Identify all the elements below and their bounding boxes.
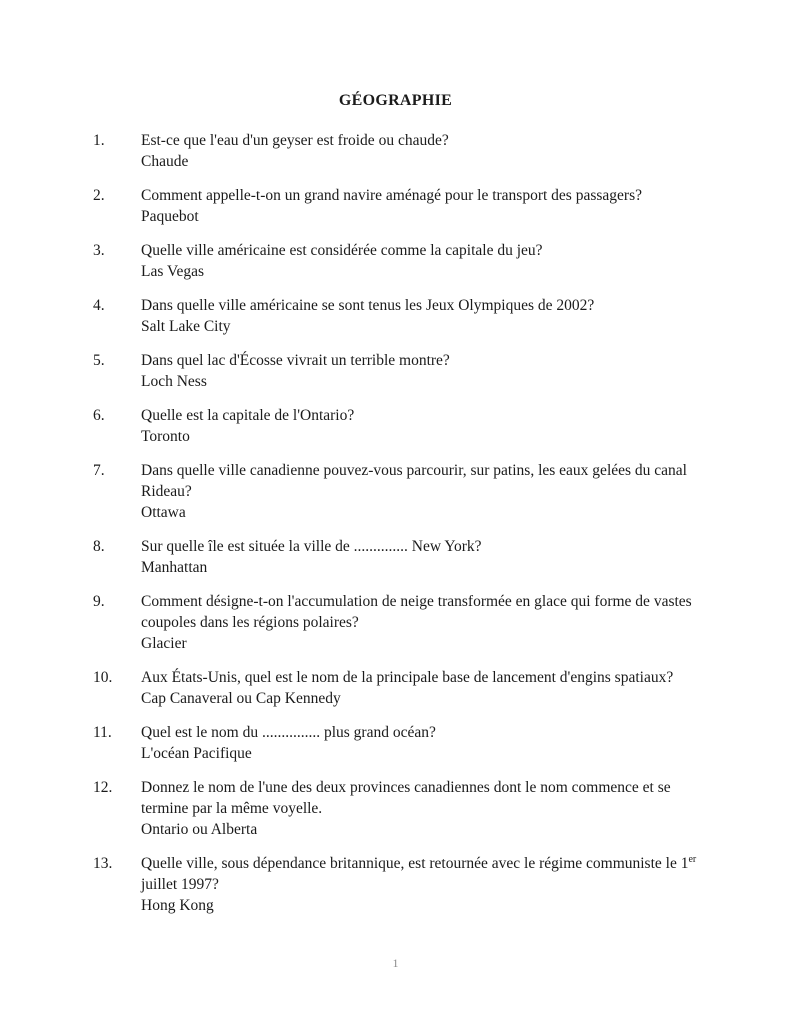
question-body (141, 722, 733, 764)
question-number: 9. (93, 593, 105, 610)
question-body (141, 853, 733, 916)
answer-line: Cap Canaveral ou Cap Kennedy (141, 690, 341, 707)
question-line: Quel est le nom du ............... plus grand océan? (141, 724, 436, 741)
question-body (141, 460, 733, 523)
question-line: juillet 1997? (141, 876, 219, 893)
question-line: coupoles dans les régions polaires? (141, 614, 359, 631)
question-body (141, 295, 733, 337)
question-item (93, 295, 733, 337)
question-item (93, 722, 733, 764)
question-item (93, 460, 733, 523)
question-line: Quelle est la capitale de l'Ontario? (141, 407, 355, 424)
answer-line: Hong Kong (141, 897, 214, 914)
question-number: 3. (93, 242, 105, 259)
question-line: termine par la même voyelle. (141, 800, 323, 817)
question-number: 6. (93, 407, 105, 424)
answer-line: Ontario ou Alberta (141, 821, 258, 838)
question-number: 5. (93, 352, 105, 369)
question-item (93, 667, 733, 709)
question-item (93, 536, 733, 578)
question-body (141, 185, 733, 227)
question-body (141, 240, 733, 282)
question-number: 10. (93, 669, 113, 686)
ordinal-superscript: er (688, 853, 697, 865)
question-line: Sur quelle île est située la ville de .............. New York? (141, 538, 482, 555)
question-item (93, 405, 733, 447)
question-number: 4. (93, 297, 105, 314)
question-body (141, 667, 733, 709)
answer-line: Chaude (141, 153, 189, 170)
question-line: Donnez le nom de l'une des deux provinces canadiennes dont le nom commence et se (141, 779, 671, 796)
question-body (141, 591, 733, 654)
question-number: 11. (93, 724, 112, 741)
question-body (141, 130, 733, 172)
answer-line: L'océan Pacifique (141, 745, 252, 762)
question-item (93, 130, 733, 172)
answer-line: Toronto (141, 428, 190, 445)
question-body (141, 536, 733, 578)
answer-line: Ottawa (141, 504, 186, 521)
question-line: Quelle ville américaine est considérée comme la capitale du jeu? (141, 242, 543, 259)
question-number: 13. (93, 855, 113, 872)
question-line: Comment désigne-t-on l'accumulation de neige transformée en glace qui forme de vastes (141, 593, 692, 610)
question-item (93, 591, 733, 654)
question-line: Comment appelle-t-on un grand navire aménagé pour le transport des passagers? (141, 187, 642, 204)
question-line: Aux États-Unis, quel est le nom de la principale base de lancement d'engins spatiaux? (141, 669, 674, 686)
question-body (141, 350, 733, 392)
question-body (141, 405, 733, 447)
question-number: 8. (93, 538, 105, 555)
question-line: Rideau? (141, 483, 192, 500)
questions-list (93, 130, 733, 929)
question-body (141, 777, 733, 840)
question-item (93, 185, 733, 227)
page-title: GÉOGRAPHIE (338, 92, 453, 109)
question-line: Quelle ville, sous dépendance britannique, est retournée avec le régime communiste le 1er (141, 853, 697, 872)
question-line: Dans quel lac d'Écosse vivrait un terrible montre? (141, 352, 450, 369)
question-number: 2. (93, 187, 105, 204)
question-item (93, 240, 733, 282)
question-item (93, 853, 733, 916)
question-number: 7. (93, 462, 105, 479)
question-line: Dans quelle ville canadienne pouvez-vous parcourir, sur patins, les eaux gelées du canal (141, 462, 687, 479)
answer-line: Loch Ness (141, 373, 207, 390)
answer-line: Paquebot (141, 208, 199, 225)
question-item (93, 777, 733, 840)
question-number: 1. (93, 132, 105, 149)
answer-line: Las Vegas (141, 263, 204, 280)
answer-line: Glacier (141, 635, 187, 652)
question-line: Dans quelle ville américaine se sont tenus les Jeux Olympiques de 2002? (141, 297, 595, 314)
question-number: 12. (93, 779, 113, 796)
answer-line: Manhattan (141, 559, 208, 576)
page-number: 1 (392, 956, 399, 970)
question-item (93, 350, 733, 392)
question-line: Est-ce que l'eau d'un geyser est froide ou chaude? (141, 132, 449, 149)
answer-line: Salt Lake City (141, 318, 231, 335)
